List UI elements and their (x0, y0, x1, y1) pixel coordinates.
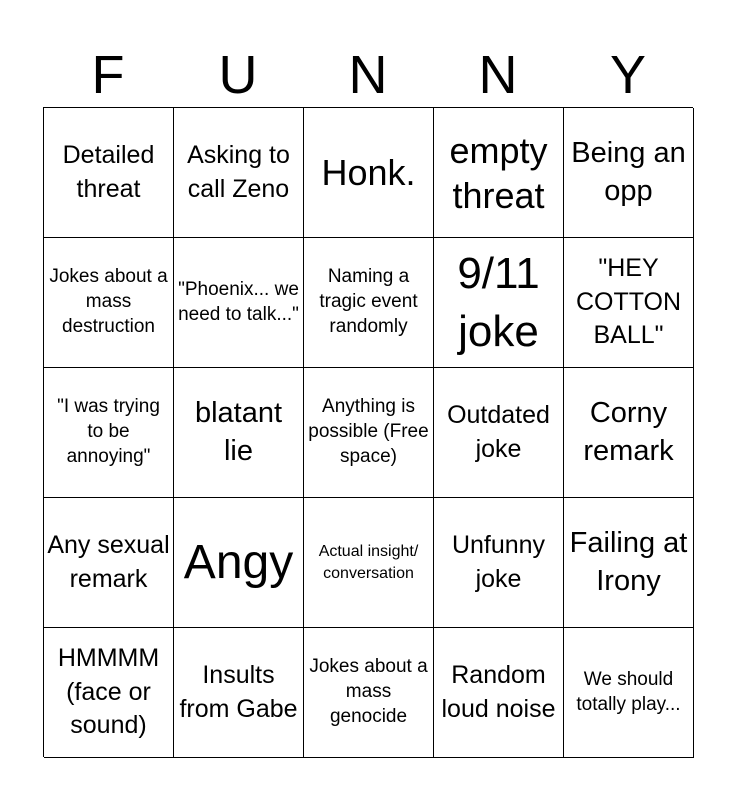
bingo-cell[interactable] (564, 368, 694, 498)
cell-text: Failing at Irony (569, 526, 688, 597)
bingo-cell[interactable] (304, 108, 434, 238)
header-letter-y: Y (609, 45, 647, 105)
cell-text: We should totally play... (576, 668, 681, 715)
bingo-cell[interactable] (564, 498, 694, 628)
bingo-cell[interactable] (564, 238, 694, 368)
cell-text: "HEY COTTON BALL" (575, 253, 682, 350)
bingo-cell[interactable] (304, 628, 434, 758)
cell-text: empty threat (449, 129, 548, 216)
cell-text: Jokes about a mass destruction (49, 266, 168, 337)
cell-text: Asking to call Zeno (187, 140, 290, 203)
cell-text: "Phoenix... we need to talk..." (178, 278, 299, 325)
cell-text: Random loud noise (441, 660, 556, 723)
bingo-cell[interactable] (44, 498, 174, 628)
bingo-cell[interactable] (44, 368, 174, 498)
bingo-cell[interactable] (434, 628, 564, 758)
bingo-cell[interactable] (174, 108, 304, 238)
bingo-cell[interactable] (304, 238, 434, 368)
bingo-cell[interactable] (564, 108, 694, 238)
bingo-cell[interactable] (434, 238, 564, 368)
header-letter-n-2: N (478, 45, 518, 105)
bingo-cell[interactable] (44, 628, 174, 758)
bingo-cell[interactable] (174, 238, 304, 368)
bingo-cell[interactable] (304, 498, 434, 628)
cell-text: Outdated joke (447, 400, 550, 463)
bingo-header (43, 44, 693, 106)
cell-text: "I was trying to be annoying" (57, 396, 160, 467)
header-letter-n: N (348, 45, 388, 105)
cell-text: Naming a tragic event randomly (319, 266, 418, 337)
bingo-cell[interactable] (434, 108, 564, 238)
cell-text: Being an opp (571, 136, 686, 207)
cell-text: HMMMM (face or sound) (57, 643, 160, 740)
cell-text: Angy (183, 535, 294, 589)
bingo-cell[interactable] (174, 628, 304, 758)
cell-text: Detailed threat (62, 140, 155, 203)
cell-text: Honk. (321, 152, 416, 193)
bingo-cell[interactable] (174, 498, 304, 628)
cell-text: Anything is possible (Free space) (308, 396, 429, 467)
free-space-cell[interactable] (304, 368, 434, 498)
bingo-cell[interactable] (44, 238, 174, 368)
bingo-cell[interactable] (174, 368, 304, 498)
cell-text: Insults from Gabe (179, 660, 298, 723)
bingo-cell[interactable] (434, 498, 564, 628)
cell-text: Actual insight/ conversation (318, 542, 419, 582)
cell-text: 9/11 joke (457, 249, 540, 356)
header-letter-f: F (91, 45, 125, 105)
cell-text: blatant lie (194, 396, 283, 467)
bingo-cell[interactable] (564, 628, 694, 758)
bingo-board (43, 107, 693, 757)
cell-text: Corny remark (583, 396, 674, 467)
cell-text: Jokes about a mass genocide (309, 656, 428, 727)
header-letter-u: U (218, 45, 258, 105)
bingo-cell[interactable] (434, 368, 564, 498)
bingo-cell[interactable] (44, 108, 174, 238)
cell-text: Unfunny joke (451, 530, 546, 593)
cell-text: Any sexual remark (47, 530, 170, 593)
